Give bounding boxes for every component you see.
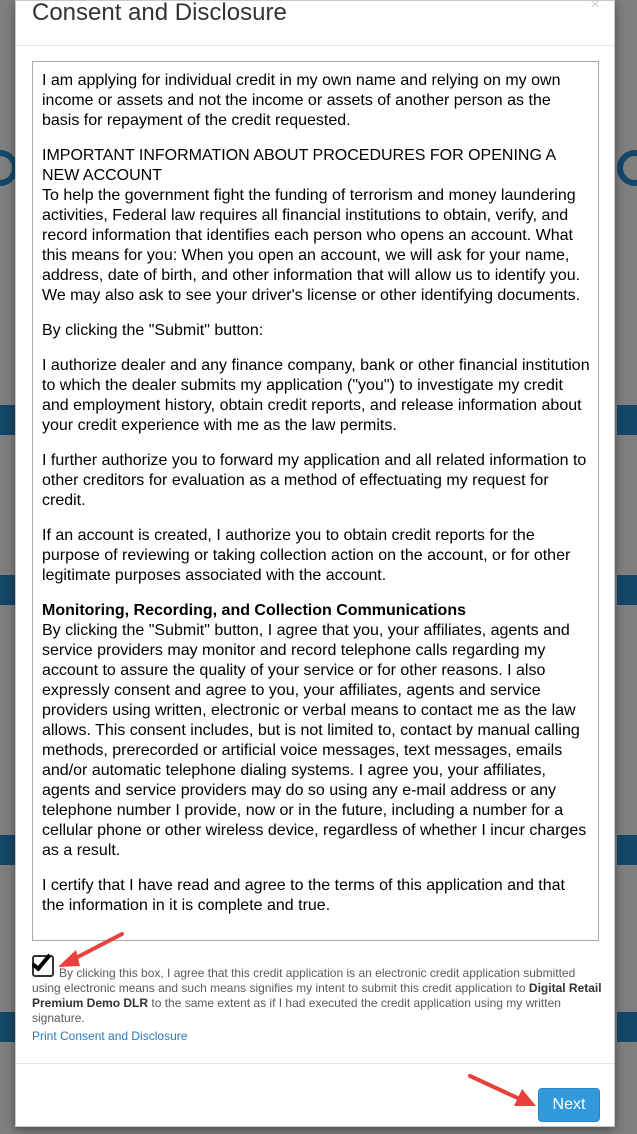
disclosure-paragraph: I am applying for individual credit in my own name and relying on my own income or assets and not the income or assets of another person as the basis for repayment of the credit requested.	[42, 72, 561, 129]
dealer-name: Digital Retail Premium Demo DLR	[32, 981, 602, 1010]
disclosure-scroll-box[interactable]	[32, 61, 599, 941]
disclosure-body: By clicking the "Submit" button, I agree that you, your affiliates, agents and service providers may monitor and record telephone calls regarding my account to assure the quality of your service or for other reasons. I also expressly consent and agree to you, your affiliates, agents and service providers using written, electronic or verbal means to contact me as the law allows. This consent includes, but is not limited to, contact by manual calling methods, prerecorded or artificial voice messages, text messages, emails and/or automatic telephone dialing systems. I agree you, your affiliates, agents and service providers may do so using any e-mail address or any telephone number I provide, now or in the future, including a number for a cellular phone or other wireless device, regardless of whether I incur charges as a result.	[42, 622, 587, 859]
disclosure-heading: Monitoring, Recording, and Collection Communications	[42, 602, 466, 619]
modal-title: Consent and Disclosure	[32, 0, 287, 26]
disclosure-paragraph: By clicking the "Submit" button:	[42, 322, 264, 339]
disclosure-body: To help the government fight the funding of terrorism and money laundering activities, Federal law requires all financial institutions to obtain, verify, and record information that identifies each person who opens an account. What this means for you: When you open an account, we will ask for your name, address, date of birth, and other information that will allow us to identify you. We may also ask to see your driver's license or other identifying documents.	[42, 187, 581, 304]
consent-text-after: to the same extent as if I had executed the credit application using my written signature.	[32, 996, 561, 1025]
disclosure-paragraph: If an account is created, I authorize you to obtain credit reports for the purpose of reviewing or taking collection action on the account, or for other legitimate purposes associated with the account.	[42, 527, 571, 584]
disclosure-heading: IMPORTANT INFORMATION ABOUT PROCEDURES FOR OPENING A NEW ACCOUNT	[42, 147, 556, 184]
footer-divider	[16, 1063, 614, 1064]
disclosure-paragraph	[42, 146, 590, 306]
red-arrow-icon	[50, 928, 130, 972]
header-divider	[16, 45, 614, 46]
disclosure-paragraph	[42, 601, 590, 861]
close-icon[interactable]: ×	[590, 0, 600, 13]
disclosure-paragraph: I authorize dealer and any finance company, bank or other financial institution to which the dealer submits my application ("you") to investigate my credit and employment history, obtain credit reports, and release information about your credit experience with me as the law permits.	[42, 357, 590, 434]
disclosure-paragraph: I certify that I have read and agree to the terms of this application and that the information in it is complete and true.	[42, 877, 565, 914]
checkmark-icon	[32, 950, 52, 971]
next-button[interactable]: Next	[538, 1088, 600, 1122]
red-arrow-icon	[466, 1068, 542, 1110]
print-consent-link[interactable]: Print Consent and Disclosure	[32, 1029, 188, 1043]
disclosure-text	[33, 62, 598, 940]
disclosure-paragraph: I further authorize you to forward my application and all related information to other creditors for evaluation as a method of effectuating my request for credit.	[42, 452, 587, 509]
consent-text-before: By clicking this box, I agree that this credit application is an electronic credit application submitted using electronic means and such means signifies my intent to submit this credit application to	[32, 966, 576, 995]
